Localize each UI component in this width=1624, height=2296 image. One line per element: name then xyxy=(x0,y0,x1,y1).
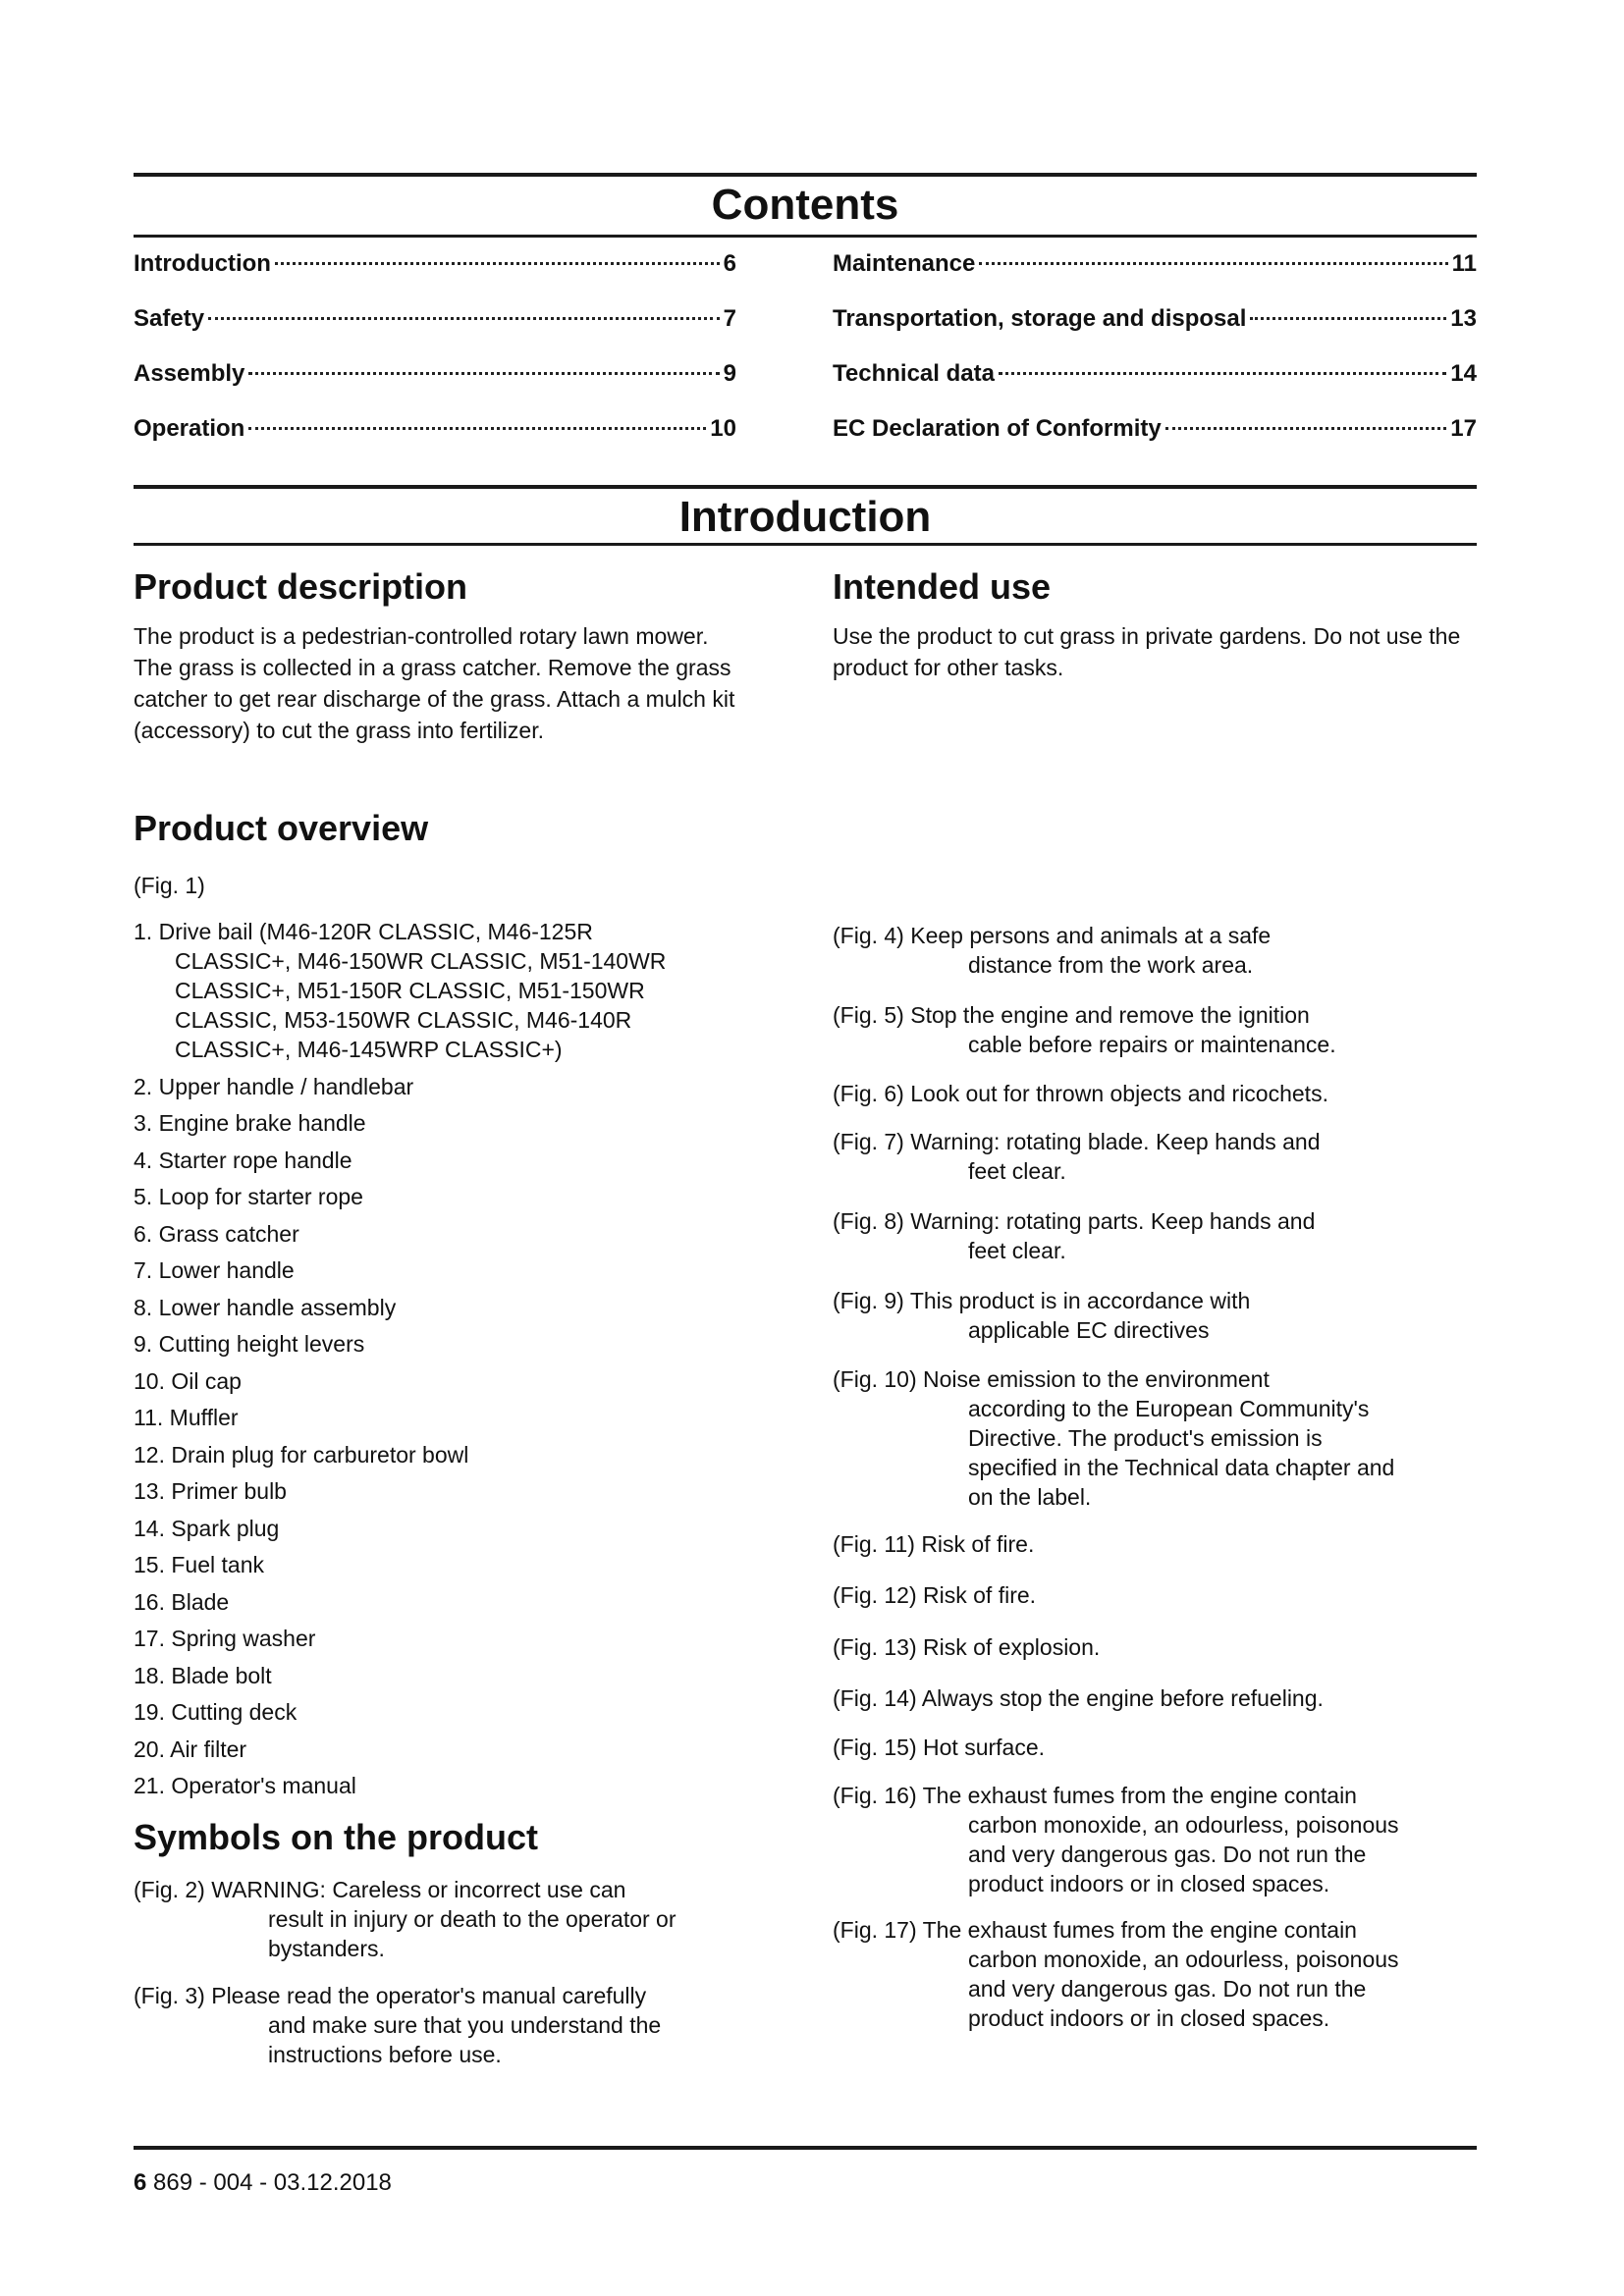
product-overview-heading: Product overview xyxy=(134,808,429,848)
overview-item-number: 3. xyxy=(134,1110,153,1136)
overview-item-label: Blade xyxy=(171,1588,230,1615)
overview-item-number: 9. xyxy=(134,1331,153,1357)
toc-entry-page: 6 xyxy=(723,250,736,277)
symbol-item-continuation: product indoors or in closed spaces. xyxy=(968,1871,1330,1896)
product-description-text: The product is a pedestrian-controlled rotary lawn mower. The grass is collected in a grass catcher. Remove the grass catcher to get rear discharge of the grass. Attach a mulch kit (accessory) to cut the grass into fertilizer. xyxy=(134,623,735,743)
toc-leader-dots xyxy=(1250,317,1446,320)
symbol-item-text: (Fig. 11) Risk of fire. xyxy=(833,1531,1035,1557)
overview-item-label: Cutting deck xyxy=(171,1699,298,1725)
overview-item-number: 17. xyxy=(134,1626,165,1651)
overview-item-number: 14. xyxy=(134,1515,165,1541)
toc-entry[interactable] xyxy=(134,415,736,470)
toc-entry[interactable] xyxy=(134,250,736,305)
overview-item xyxy=(134,1366,762,1396)
toc-entry-page: 9 xyxy=(723,360,736,387)
overview-item xyxy=(134,1293,762,1322)
symbol-item-text: (Fig. 8) Warning: rotating parts. Keep hands and xyxy=(833,1208,1316,1234)
symbol-item xyxy=(833,1000,1477,1059)
symbol-item-text: (Fig. 6) Look out for thrown objects and ricochets. xyxy=(833,1081,1328,1106)
toc-entry-page: 13 xyxy=(1450,305,1477,332)
overview-item-number: 5. xyxy=(134,1184,153,1209)
overview-item-label: Lower handle assembly xyxy=(158,1294,397,1320)
overview-item-number: 12. xyxy=(134,1441,165,1468)
overview-item-number: 8. xyxy=(134,1294,153,1320)
toc-entry-label: Maintenance xyxy=(833,250,976,277)
overview-item xyxy=(134,1146,762,1175)
symbol-item-continuation: and make sure that you understand the xyxy=(268,2012,662,2038)
intended-use-section xyxy=(833,565,1477,683)
symbols-heading: Symbols on the product xyxy=(134,1817,539,1857)
overview-item xyxy=(134,1219,762,1249)
toc-leader-dots xyxy=(275,262,720,265)
symbol-item-text: (Fig. 17) The exhaust fumes from the engine contain xyxy=(833,1917,1357,1943)
symbol-item-continuation: cable before repairs or maintenance. xyxy=(968,1032,1336,1057)
symbol-item-text: (Fig. 7) Warning: rotating blade. Keep hands and xyxy=(833,1129,1321,1154)
introduction-title: Introduction xyxy=(678,493,932,541)
toc-entry[interactable] xyxy=(134,305,736,360)
symbol-item-continuation: feet clear. xyxy=(968,1238,1066,1263)
toc-entry[interactable] xyxy=(134,360,736,415)
symbols-right-section xyxy=(833,921,1477,2033)
symbol-item xyxy=(833,1632,1477,1662)
symbol-item xyxy=(833,1683,1477,1713)
overview-item-number: 19. xyxy=(134,1699,165,1725)
overview-item-label: Blade bolt xyxy=(171,1662,272,1688)
page-footer xyxy=(134,2169,392,2197)
toc-leader-dots xyxy=(208,317,720,320)
overview-item-label: Spark plug xyxy=(171,1515,280,1541)
symbol-item-continuation: and very dangerous gas. Do not run the xyxy=(968,1842,1367,1867)
overview-item xyxy=(134,1403,762,1432)
symbol-item-continuation: bystanders. xyxy=(268,1936,385,1961)
overview-item-number: 4. xyxy=(134,1147,153,1173)
symbol-item-continuation: instructions before use. xyxy=(268,2042,502,2067)
symbol-item-continuation: result in injury or death to the operator or xyxy=(268,1906,677,1932)
overview-item xyxy=(134,1550,762,1579)
overview-item-number: 18. xyxy=(134,1662,165,1688)
toc-leader-dots xyxy=(979,262,1447,265)
overview-item xyxy=(134,1624,762,1653)
overview-item xyxy=(134,1440,762,1469)
toc-entry-label: Technical data xyxy=(833,360,995,387)
overview-item xyxy=(134,1587,762,1617)
symbol-item-continuation: distance from the work area. xyxy=(968,952,1254,978)
symbol-item-text: (Fig. 3) Please read the operator's manual carefully xyxy=(134,1983,647,2008)
overview-item-continuation: CLASSIC+, M51-150R CLASSIC, M51-150WR xyxy=(175,978,645,1003)
symbol-item xyxy=(833,1364,1477,1512)
symbol-item xyxy=(833,1580,1477,1610)
overview-item-number: 13. xyxy=(134,1478,165,1504)
overview-item-label: Oil cap xyxy=(171,1367,242,1394)
overview-item xyxy=(134,1735,762,1764)
symbol-item xyxy=(134,1875,762,1963)
symbol-item-continuation: applicable EC directives xyxy=(968,1317,1210,1343)
toc-leader-dots xyxy=(999,372,1446,375)
footer-rule xyxy=(134,2146,1477,2150)
symbol-item xyxy=(833,1733,1477,1762)
symbol-item-continuation: feet clear. xyxy=(968,1158,1066,1184)
symbol-item-text: (Fig. 10) Noise emission to the environment xyxy=(833,1366,1270,1392)
toc-left-column xyxy=(134,250,736,470)
overview-item-label: Fuel tank xyxy=(171,1552,264,1577)
overview-item-continuation: CLASSIC+, M46-145WRP CLASSIC+) xyxy=(175,1037,563,1062)
overview-item xyxy=(134,1771,762,1800)
overview-item-label: Engine brake handle xyxy=(158,1110,366,1136)
contents-top-rule xyxy=(134,173,1477,177)
document-reference: 869 - 004 - 03.12.2018 xyxy=(146,2169,392,2196)
symbol-item xyxy=(833,1286,1477,1345)
symbol-item-text: (Fig. 2) WARNING: Careless or incorrect use can xyxy=(134,1877,626,1902)
product-overview-fig-ref: (Fig. 1) xyxy=(134,873,205,898)
symbol-item-continuation: according to the European Community's xyxy=(968,1396,1370,1421)
symbol-item-text: (Fig. 4) Keep persons and animals at a safe xyxy=(833,923,1272,948)
product-overview-list xyxy=(134,917,762,1800)
toc-leader-dots xyxy=(1165,427,1447,430)
introduction-top-rule xyxy=(134,485,1477,489)
toc-entry[interactable] xyxy=(833,250,1477,305)
toc-entry[interactable] xyxy=(833,360,1477,415)
overview-item xyxy=(134,1072,762,1101)
overview-item-number: 10. xyxy=(134,1367,165,1394)
overview-item xyxy=(134,1476,762,1506)
toc-leader-dots xyxy=(248,372,719,375)
symbol-item-continuation: carbon monoxide, an odourless, poisonous xyxy=(968,1812,1399,1838)
overview-item-label: Drive bail (M46-120R CLASSIC, M46-125R xyxy=(158,919,593,944)
symbol-item xyxy=(134,1981,762,2069)
symbols-right-list xyxy=(833,921,1477,2033)
toc-entry-label: Transportation, storage and disposal xyxy=(833,305,1247,332)
overview-item-label: Muffler xyxy=(169,1405,239,1430)
overview-item-number: 6. xyxy=(134,1220,153,1247)
symbol-item-continuation: carbon monoxide, an odourless, poisonous xyxy=(968,1947,1399,1972)
overview-item xyxy=(134,1697,762,1727)
toc-entry-page: 11 xyxy=(1451,250,1477,277)
overview-item-number: 16. xyxy=(134,1588,165,1615)
symbol-item xyxy=(833,1529,1477,1559)
overview-item-label: Operator's manual xyxy=(171,1773,356,1798)
overview-item-number: 2. xyxy=(134,1073,153,1099)
overview-item-number: 21. xyxy=(134,1773,165,1798)
toc-leader-dots xyxy=(248,427,706,430)
toc-entry-label: EC Declaration of Conformity xyxy=(833,415,1162,442)
symbol-item-text: (Fig. 14) Always stop the engine before refueling. xyxy=(833,1685,1324,1711)
overview-item xyxy=(134,1108,762,1138)
toc-entry-page: 7 xyxy=(723,305,736,332)
symbol-item xyxy=(833,1781,1477,1898)
toc-entry[interactable] xyxy=(833,415,1477,470)
overview-item-label: Loop for starter rope xyxy=(158,1184,363,1209)
symbol-item xyxy=(833,1127,1477,1186)
toc-entry-page: 10 xyxy=(710,415,736,442)
symbol-item xyxy=(833,1915,1477,2033)
overview-item-label: Drain plug for carburetor bowl xyxy=(171,1441,469,1468)
contents-bottom-rule xyxy=(134,235,1477,238)
toc-right-column xyxy=(833,250,1477,470)
intended-use-heading: Intended use xyxy=(833,566,1052,607)
toc-entry[interactable] xyxy=(833,305,1477,360)
overview-item-label: Upper handle / handlebar xyxy=(158,1073,414,1099)
symbol-item-continuation: product indoors or in closed spaces. xyxy=(968,2005,1330,2031)
overview-item-number: 7. xyxy=(134,1257,153,1283)
introduction-bottom-rule xyxy=(134,543,1477,546)
symbol-item-continuation: and very dangerous gas. Do not run the xyxy=(968,1976,1367,2002)
product-description-heading: Product description xyxy=(134,566,468,607)
overview-item-label: Spring washer xyxy=(171,1626,316,1651)
symbols-left-list xyxy=(134,1875,762,2069)
symbol-item-text: (Fig. 13) Risk of explosion. xyxy=(833,1634,1101,1660)
contents-title: Contents xyxy=(711,181,899,229)
overview-item-number: 1. xyxy=(134,919,153,944)
overview-item xyxy=(134,1329,762,1359)
overview-item xyxy=(134,1255,762,1285)
overview-item-number: 11. xyxy=(134,1405,164,1430)
symbol-item xyxy=(833,1206,1477,1265)
product-overview-section xyxy=(134,807,762,1808)
symbol-item-continuation: on the label. xyxy=(968,1484,1092,1510)
toc-entry-label: Operation xyxy=(134,415,245,442)
symbol-item xyxy=(833,1079,1477,1108)
overview-item-continuation: CLASSIC+, M46-150WR CLASSIC, M51-140WR xyxy=(175,948,667,974)
overview-item xyxy=(134,917,762,1064)
overview-item-continuation: CLASSIC, M53-150WR CLASSIC, M46-140R xyxy=(175,1007,632,1033)
overview-item-label: Starter rope handle xyxy=(158,1147,352,1173)
symbol-item-continuation: Directive. The product's emission is xyxy=(968,1425,1323,1451)
product-description-section xyxy=(134,565,762,746)
symbol-item xyxy=(833,921,1477,980)
symbol-item-text: (Fig. 5) Stop the engine and remove the ignition xyxy=(833,1002,1310,1028)
symbol-item-text: (Fig. 9) This product is in accordance with xyxy=(833,1288,1251,1313)
toc-entry-label: Safety xyxy=(134,305,205,332)
overview-item-number: 15. xyxy=(134,1552,165,1577)
overview-item-label: Grass catcher xyxy=(158,1220,299,1247)
symbol-item-text: (Fig. 15) Hot surface. xyxy=(833,1735,1046,1760)
symbol-item-text: (Fig. 16) The exhaust fumes from the engine contain xyxy=(833,1783,1357,1808)
overview-item xyxy=(134,1514,762,1543)
overview-item-label: Lower handle xyxy=(158,1257,295,1283)
toc-entry-label: Assembly xyxy=(134,360,245,387)
overview-item-label: Cutting height levers xyxy=(158,1331,365,1357)
toc-entry-page: 17 xyxy=(1450,415,1477,442)
overview-item-number: 20. xyxy=(134,1735,165,1762)
toc-entry-label: Introduction xyxy=(134,250,271,277)
toc-entry-page: 14 xyxy=(1450,360,1477,387)
symbol-item-text: (Fig. 12) Risk of fire. xyxy=(833,1582,1037,1608)
symbols-section xyxy=(134,1816,762,2069)
overview-item xyxy=(134,1661,762,1690)
intended-use-text: Use the product to cut grass in private gardens. Do not use the product for other tasks. xyxy=(833,623,1461,680)
page-number: 6 xyxy=(134,2169,147,2196)
overview-item-label: Primer bulb xyxy=(171,1478,287,1504)
overview-item xyxy=(134,1182,762,1211)
symbol-item-continuation: specified in the Technical data chapter and xyxy=(968,1455,1395,1480)
overview-item-label: Air filter xyxy=(170,1735,247,1762)
